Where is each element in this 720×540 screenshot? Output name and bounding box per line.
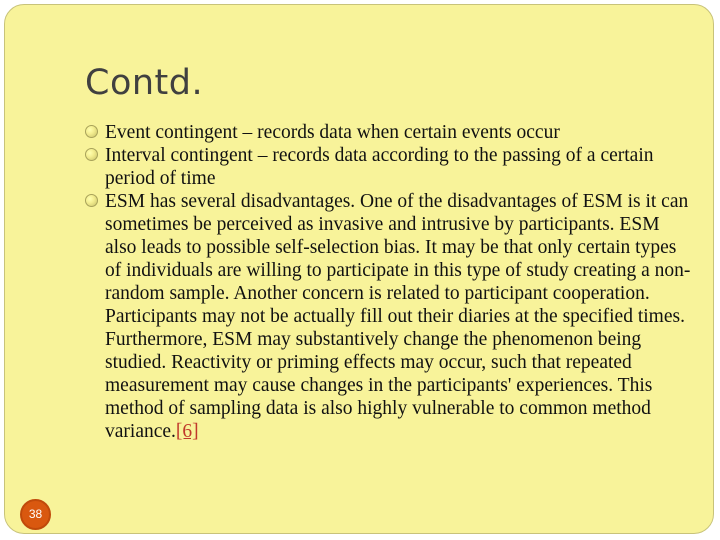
slide <box>4 4 714 534</box>
bullet-text: ESM has several disadvantages. One of the disadvantages of ESM is it can sometimes be perceived as invasive and intrusive by participants. ESM also leads to possible self-selection bias. It may be that only certain types of individuals are willing to participate in this type of study creating a non-random sample. Another concern is related to participant cooperation. Participants may not be actually fill out their diaries at the specified times. Furthermore, ESM may substantively change the phenomenon being studied. Reactivity or priming effects may occur, such that repeated measurement may cause changes in the participants' experiences. This method of sampling data is also highly vulnerable to common method variance. <box>105 191 691 442</box>
bullet-item <box>85 121 695 144</box>
bullet-item <box>85 144 695 190</box>
bullet-text: Event contingent – records data when certain events occur <box>105 122 560 143</box>
bullet-dot-icon <box>85 148 98 161</box>
bullet-item <box>85 190 695 443</box>
slide-title: Contd. <box>85 63 204 103</box>
bullet-text: Interval contingent – records data according to the passing of a certain period of time <box>105 145 654 189</box>
bullet-dot-icon <box>85 125 98 138</box>
bullet-list <box>85 121 695 443</box>
reference-link[interactable]: [6] <box>175 421 199 442</box>
bullet-dot-icon <box>85 194 98 207</box>
slide-number-badge: 38 <box>20 499 51 530</box>
